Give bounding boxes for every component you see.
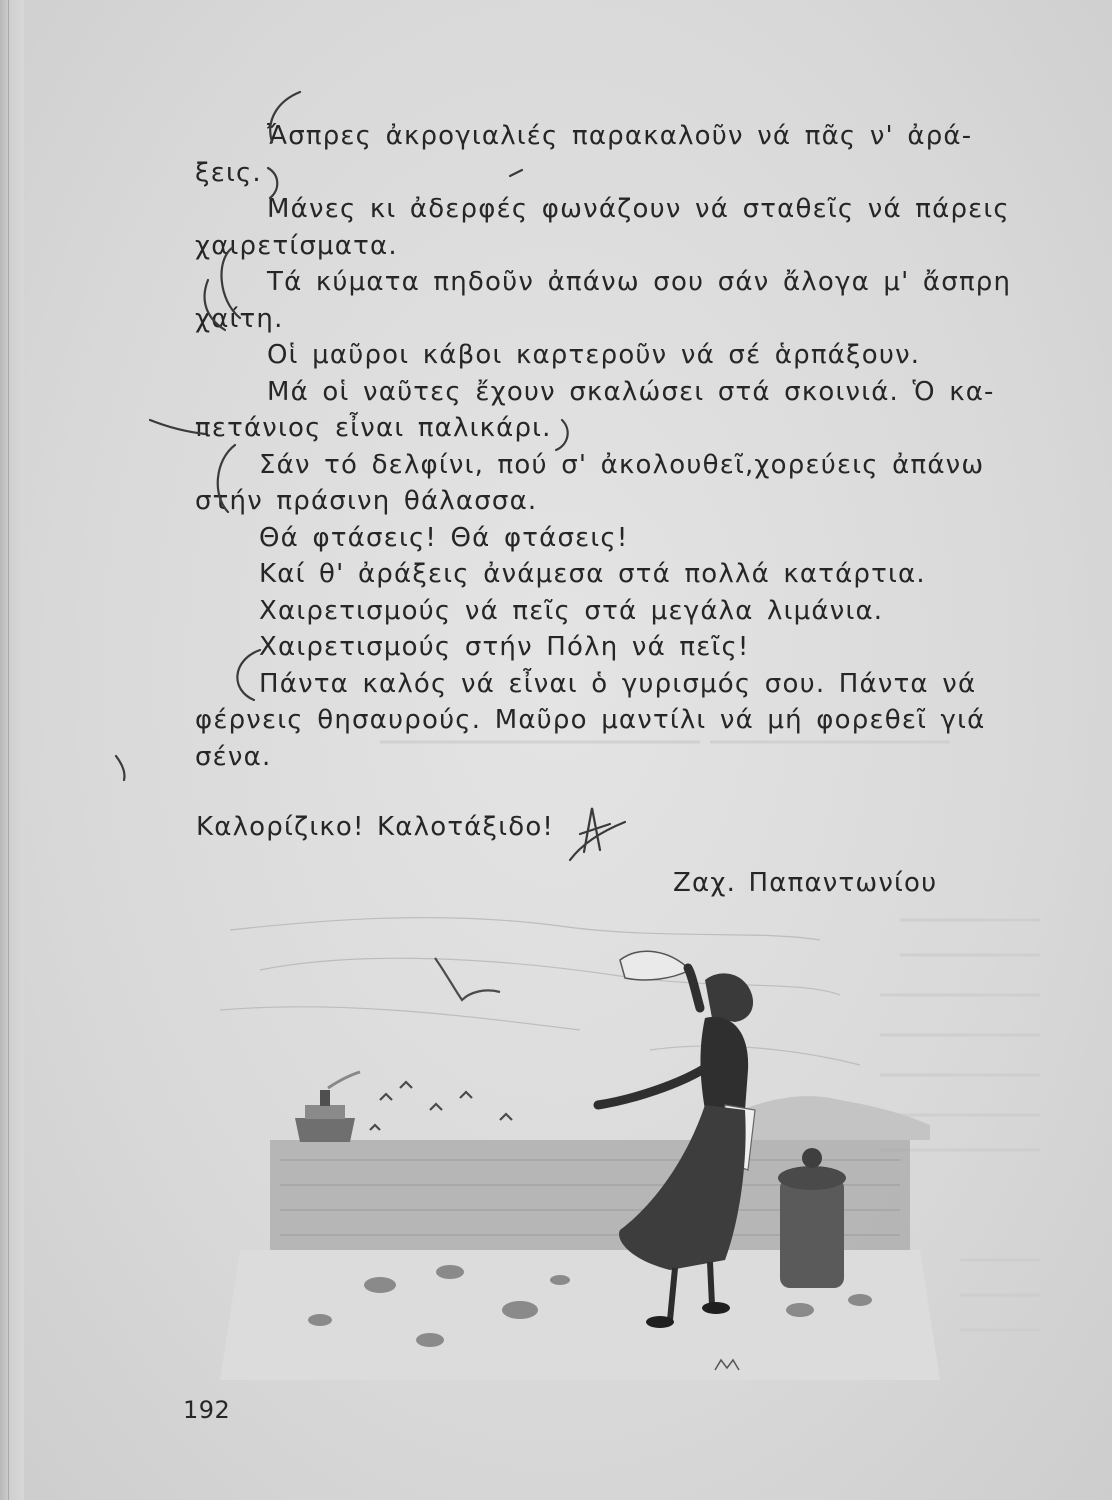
poem-line: Πάντα καλός νά εἶναι ὁ γυρισμός σου. Πάντα νά — [259, 668, 977, 699]
stroke-mark — [570, 822, 625, 860]
poem-line: χαίτη. — [195, 303, 284, 334]
poem-line: Χαιρετισμούς στήν Πόλη νά πεῖς! — [259, 632, 750, 662]
poem-line: Ἄσπρες ἀκρογιαλιές παρακαλοῦν νά πᾶς ν' ἀρά- — [267, 121, 973, 151]
poem-line: Χαιρετισμούς νά πεῖς στά μεγάλα λιμάνια. — [259, 595, 884, 626]
poem-line: Οἱ μαῦροι κάβοι καρτεροῦν νά σέ ἁρπάξουν. — [267, 340, 921, 370]
poem-line: Τά κύματα πηδοῦν ἀπάνω σου σάν ἄλογα μ' ἄσπρη — [267, 267, 1012, 297]
dash-mark — [116, 756, 125, 780]
page-binding-edge — [0, 0, 24, 1500]
poem — [195, 118, 1045, 775]
poem-line: Μάνες κι ἀδερφές φωνάζουν νά σταθεῖς νά πάρεις — [267, 194, 1010, 224]
poem-line: Καί θ' ἀράξεις ἀνάμεσα στά πολλά κατάρτια. — [259, 559, 926, 589]
poem-line: Μά οἱ ναῦτες ἔχουν σκαλώσει στά σκοινιά. Ὁ κα- — [267, 376, 995, 407]
poem-line: Θά φτάσεις! Θά φτάσεις! — [259, 522, 629, 553]
page-number: 192 — [183, 1396, 231, 1424]
illustration-farewell — [200, 900, 960, 1400]
poem-line: πετάνιος εἶναι παλικάρι. — [195, 413, 552, 443]
poem-line: χαιρετίσματα. — [195, 230, 398, 261]
poem-line: Σάν τό δελφίνι, πού σ' ἀκολουθεῖ,χορεύεις ἀπάνω — [259, 449, 985, 480]
poem-line: σένα. — [195, 741, 272, 772]
poem-line: ξεις. — [195, 157, 262, 188]
ship-icon — [295, 1072, 360, 1142]
initial-mark — [580, 808, 610, 852]
seagull-icons — [370, 958, 512, 1130]
poem-line: στήν πράσινη θάλασσα. — [195, 486, 538, 516]
author-name: Ζαχ. Παπαντωνίου — [673, 868, 938, 898]
closing-greeting: Καλορίζικο! Καλοτάξιδο! — [196, 812, 555, 842]
poem-line: φέρνεις θησαυρούς. Μαῦρο μαντίλι νά μή φορεθεῖ γιά — [195, 705, 986, 735]
